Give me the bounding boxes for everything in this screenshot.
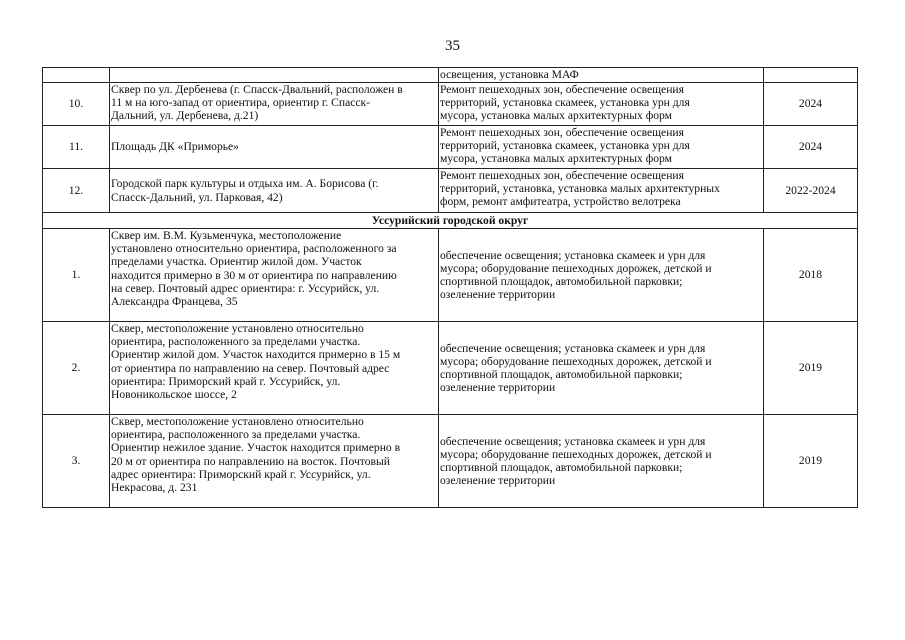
table-row [43,83,858,126]
table-row [43,68,858,83]
object-description: Сквер по ул. Дербенева (г. Спасск-Двальний, расположен в 11 м на юго-запад от ориентира, ориентир г. Спасск- Дальний, ул. Дербенева, д.21) [110,83,439,126]
section-title: Уссурийский городской округ [43,213,858,229]
implementation-year: 2022-2024 [764,169,858,213]
work-description: обеспечение освещения; установка скамеек и урн для мусора; оборудование пешеходных дорожек, детской и спортивной площадок, автомобильной парковки; озеленение территории [439,322,764,415]
table-row [43,126,858,169]
object-description: Городской парк культуры и отдыха им. А. Борисова (г. Спасск-Дальний, ул. Парковая, 42) [110,169,439,213]
row-number: 3. [43,415,110,508]
implementation-year: 2018 [764,229,858,322]
row-number: 1. [43,229,110,322]
object-description: Сквер, местоположение установлено относительно ориентира, расположенного за пределами участка. Ориентир жилой дом. Участок находится примерно в 15 м от ориентира по направлению на север. Почтовый адрес ориентира: Приморский край г. Уссурийск, ул. Новоникольское шоссе, 2 [110,322,439,415]
section-header-row [43,213,858,229]
implementation-year: 2019 [764,322,858,415]
table-row [43,322,858,415]
page-number: 35 [445,38,460,54]
work-description: освещения, установка МАФ [439,68,764,83]
row-number: 11. [43,126,110,169]
row-number [43,68,110,83]
object-description: Площадь ДК «Приморье» [110,126,439,169]
row-number: 2. [43,322,110,415]
object-description [110,68,439,83]
object-description: Сквер, местоположение установлено относительно ориентира, расположенного за пределами участка. Ориентир нежилое здание. Участок находится примерно в 20 м от ориентира по направлению на восток. Почтовый адрес ориентира: Приморский край г. Уссурийск, ул. Некрасова, д. 231 [110,415,439,508]
object-description: Сквер им. В.М. Кузьменчука, местоположение установлено относительно ориентира, расположенного за пределами участка. Ориентир жилой дом. Участок находится примерно в 30 м от ориентира по направлению на север. Почтовый адрес ориентира: г. Уссурийск, ул. Александра Францева, 35 [110,229,439,322]
implementation-year: 2024 [764,83,858,126]
improvement-objects-table [42,67,858,508]
work-description: обеспечение освещения; установка скамеек и урн для мусора; оборудование пешеходных дорожек, детской и спортивной площадок, автомобильной парковки; озеленение территории [439,229,764,322]
work-description: Ремонт пешеходных зон, обеспечение освещения территорий, установка скамеек, установка урн для мусора, установка малых архитектурных форм [439,126,764,169]
table-row [43,169,858,213]
implementation-year: 2024 [764,126,858,169]
table-row [43,415,858,508]
implementation-year: 2019 [764,415,858,508]
work-description: Ремонт пешеходных зон, обеспечение освещения территорий, установка, установка малых архитектурных форм, ремонт амфитеатра, устройство велотрека [439,169,764,213]
work-description: Ремонт пешеходных зон, обеспечение освещения территорий, установка скамеек, установка урн для мусора, установка малых архитектурных форм [439,83,764,126]
implementation-year [764,68,858,83]
row-number: 12. [43,169,110,213]
row-number: 10. [43,83,110,126]
table-row [43,229,858,322]
work-description: обеспечение освещения; установка скамеек и урн для мусора; оборудование пешеходных дорожек, детской и спортивной площадок, автомобильной парковки; озеленение территории [439,415,764,508]
